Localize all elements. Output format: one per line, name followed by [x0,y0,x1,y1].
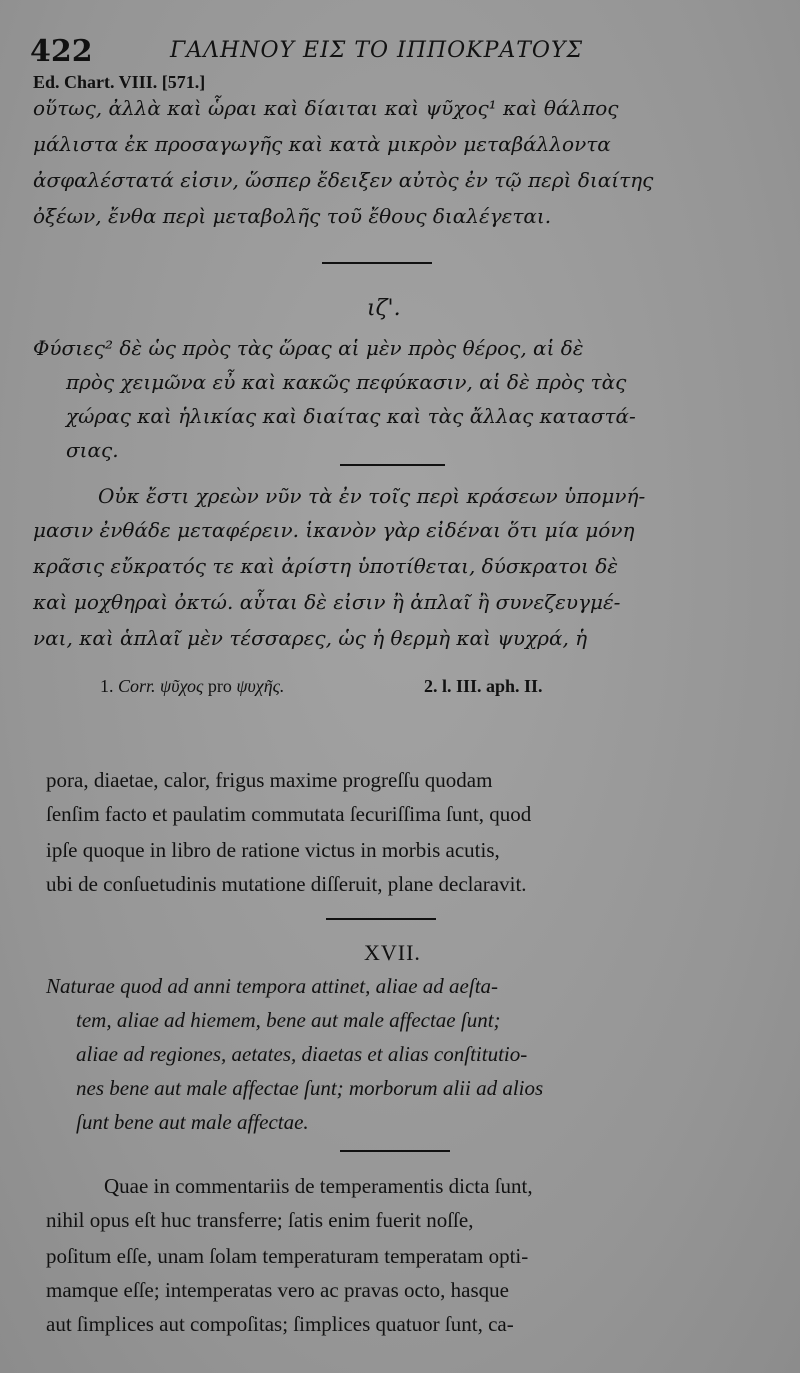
latin-aphorism-line: Naturae quod ad anni tempora attinet, aliae ad aeſta- [46,974,499,998]
page-number: 422 [30,34,93,69]
footnote-2: 2. l. III. aph. II. [424,676,543,696]
greek-aphorism-line: χώρας καὶ ἡλικίας καὶ διαίτας καὶ τὰς ἄλλας καταστά- [66,404,636,428]
greek-commentary-line: Οὐκ ἔστι χρεὼν νῦν τὰ ἐν τοῖς περὶ κράσεων ὑπομνή- [98,484,646,508]
greek-intro-line: οὕτως, ἀλλὰ καὶ ὧραι καὶ δίαιται καὶ ψῦχος¹ καὶ θάλπος [33,96,619,120]
edition-note: Ed. Chart. VIII. [571.] [33,72,206,92]
greek-aphorism-line: πρὸς χειμῶνα εὖ καὶ κακῶς πεφύκασιν, αἱ δὲ πρὸς τὰς [66,370,627,394]
latin-intro-line: ipſe quoque in libro de ratione victus in morbis acutis, [46,838,500,862]
latin-aphorism-line: aliae ad regiones, aetates, diaetas et alias conſtitutio- [76,1042,528,1066]
section-rule [322,262,432,264]
greek-aphorism-line: Φύσιες² δὲ ὡς πρὸς τὰς ὥρας αἱ μὲν πρὸς θέρος, αἱ δὲ [33,336,584,360]
greek-section-number: ιζ'. [367,296,401,321]
greek-intro-line: ὀξέων, ἔνθα περὶ μεταβολῆς τοῦ ἔθους διαλέγεται. [33,204,552,228]
greek-intro-line: ἀσφαλέστατά εἰσιν, ὥσπερ ἔδειξεν αὐτὸς ἐν τῷ περὶ διαίτης [33,168,654,192]
latin-intro-line: pora, diaetae, calor, frigus maxime progreſſu quodam [46,768,493,792]
section-rule [340,1150,450,1152]
footnote-1: 1. Corr. ψῦχος pro ψυχῆς. [100,676,285,696]
latin-commentary-line: nihil opus eſt huc transferre; ſatis enim fuerit noſſe, [46,1208,474,1232]
latin-aphorism-line: nes bene aut male affectae ſunt; morborum alii ad alios [76,1076,544,1100]
latin-intro-line: ſenſim facto et paulatim commutata ſecuriſſima ſunt, quod [46,802,532,826]
greek-intro-line: μάλιστα ἐκ προσαγωγῆς καὶ κατὰ μικρὸν μεταβάλλοντα [33,132,611,156]
greek-commentary-line: καὶ μοχθηραὶ ὀκτώ. αὗται δὲ εἰσιν ἢ ἁπλαῖ ἢ συνεζευγμέ- [33,590,621,614]
section-rule [326,918,436,920]
latin-commentary-line: poſitum eſſe, unam ſolam temperaturam temperatam opti- [46,1244,529,1268]
latin-intro-line: ubi de conſuetudinis mutatione diſſeruit, plane declaravit. [46,872,527,896]
greek-commentary-line: ναι, καὶ ἁπλαῖ μὲν τέσσαρες, ὡς ἡ θερμὴ καὶ ψυχρά, ἡ [33,626,588,650]
latin-commentary-line: mamque eſſe; intemperatas vero ac pravas octo, hasque [46,1278,509,1302]
greek-aphorism-line: σιας. [66,438,119,462]
latin-commentary-line: aut ſimplices aut compoſitas; ſimplices quatuor ſunt, ca- [46,1312,514,1336]
greek-commentary-line: κρᾶσις εὔκρατός τε καὶ ἀρίστη ὑποτίθεται, δύσκρατοι δὲ [33,554,618,578]
latin-commentary-line: Quae in commentariis de temperamentis dicta ſunt, [104,1174,533,1198]
running-head [30,30,770,70]
section-rule [340,464,445,466]
running-title: ΓΑΛΗΝΟΥ ΕΙΣ ΤΟ ΙΠΠΟΚΡΑΤΟΥΣ [170,38,584,63]
latin-aphorism-line: ſunt bene aut male affectae. [76,1110,309,1134]
latin-section-number: XVII. [364,940,421,965]
greek-commentary-line: μασιν ἐνθάδε μεταφέρειν. ἱκανὸν γὰρ εἰδέναι ὅτι μία μόνη [33,518,635,542]
latin-aphorism-line: tem, aliae ad hiemem, bene aut male affectae ſunt; [76,1008,501,1032]
